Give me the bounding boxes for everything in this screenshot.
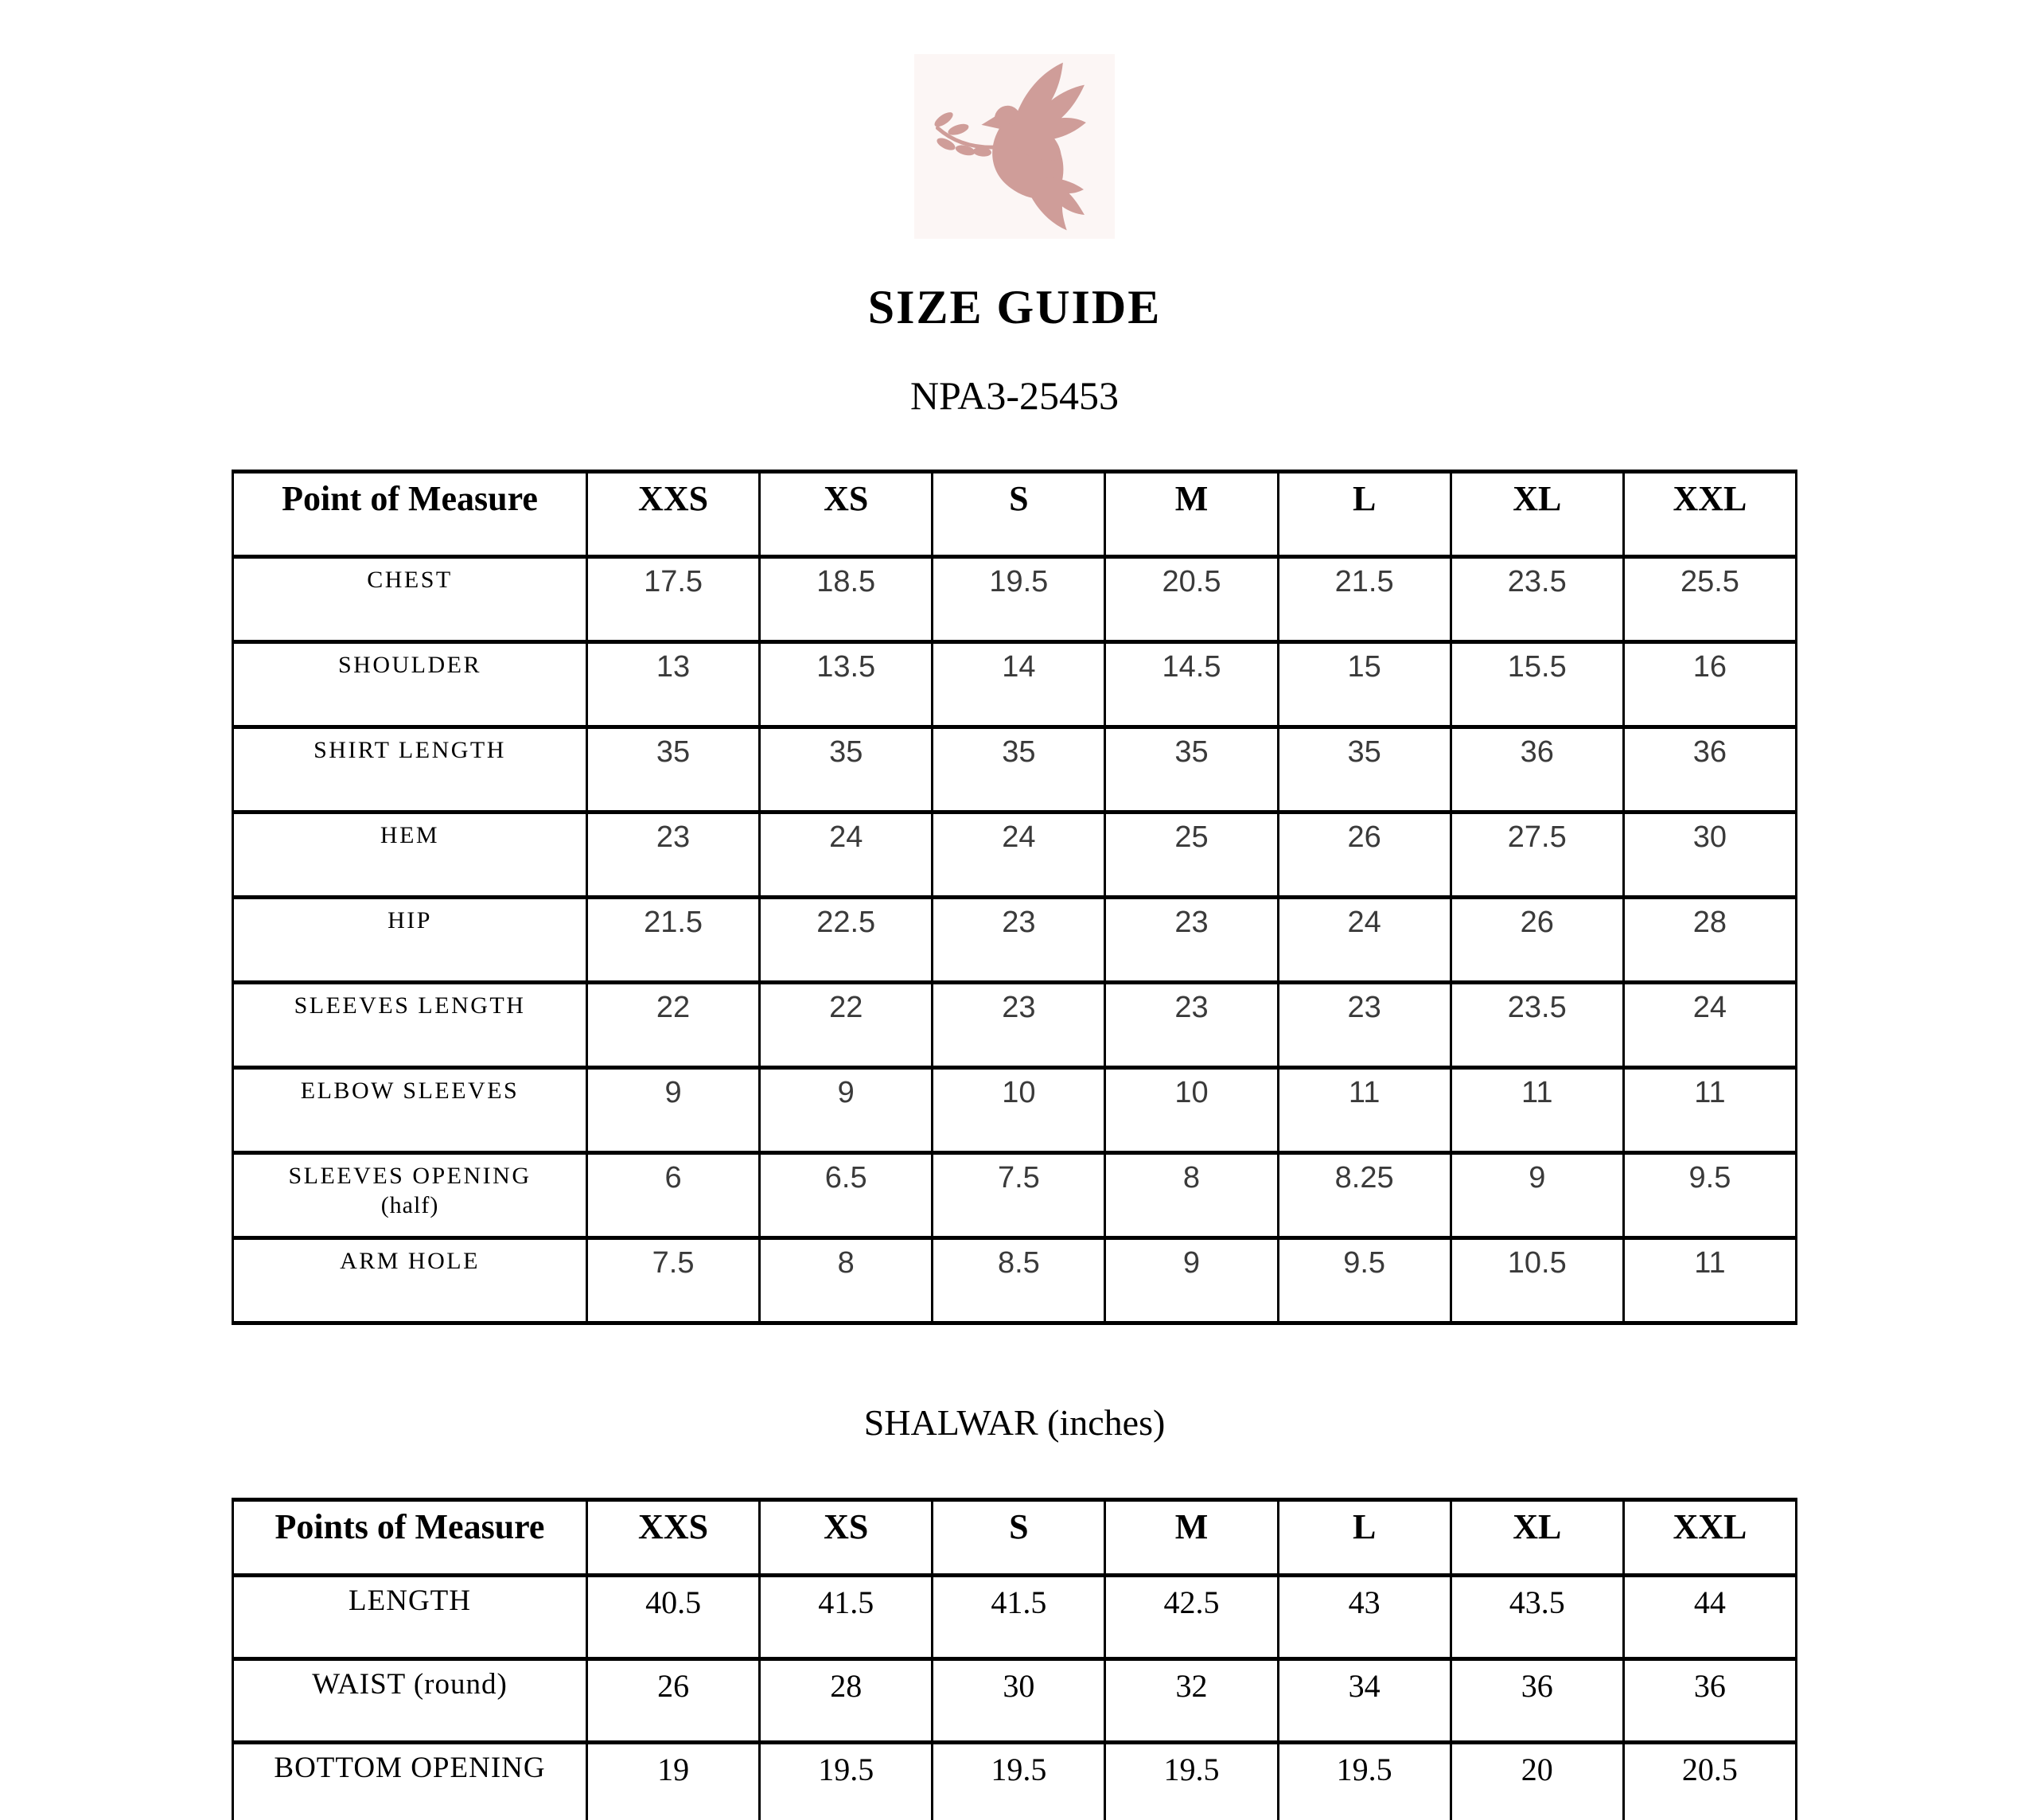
measure-value: 27.5 <box>1451 812 1623 897</box>
measure-value: 21.5 <box>587 897 760 982</box>
table-row <box>233 812 1797 897</box>
measure-value: 24 <box>1623 982 1796 1067</box>
size-column-header: XXS <box>587 471 760 556</box>
shalwar-measurements-table <box>232 1498 1797 1820</box>
measure-value: 23.5 <box>1451 556 1623 641</box>
measure-value: 22 <box>760 982 933 1067</box>
measure-column-header: Points of Measure <box>233 1499 587 1575</box>
measure-value: 24 <box>760 812 933 897</box>
measure-value: 9.5 <box>1278 1237 1451 1323</box>
measure-value: 10.5 <box>1451 1237 1623 1323</box>
shirt-measurements-table <box>232 470 1797 1325</box>
measure-value: 42.5 <box>1105 1575 1278 1658</box>
brand-logo <box>914 54 1115 239</box>
measure-value: 23 <box>933 982 1105 1067</box>
measure-value: 14.5 <box>1105 641 1278 727</box>
measure-value: 23 <box>1105 897 1278 982</box>
measure-label: BOTTOM OPENING <box>233 1742 587 1820</box>
measure-value: 11 <box>1278 1067 1451 1152</box>
measure-value: 36 <box>1451 727 1623 812</box>
measure-value: 28 <box>760 1658 933 1742</box>
measure-value: 22 <box>587 982 760 1067</box>
measure-value: 41.5 <box>760 1575 933 1658</box>
measure-value: 24 <box>1278 897 1451 982</box>
measure-value: 17.5 <box>587 556 760 641</box>
measure-value: 32 <box>1105 1658 1278 1742</box>
measure-value: 35 <box>1278 727 1451 812</box>
measure-value: 6.5 <box>760 1152 933 1237</box>
size-column-header: L <box>1278 471 1451 556</box>
table-row <box>233 641 1797 727</box>
table-row <box>233 982 1797 1067</box>
measure-value: 10 <box>1105 1067 1278 1152</box>
table-row <box>233 897 1797 982</box>
measure-value: 36 <box>1623 1658 1796 1742</box>
measure-value: 9 <box>1451 1152 1623 1237</box>
measure-value: 6 <box>587 1152 760 1237</box>
product-code: NPA3-25453 <box>909 373 1120 418</box>
size-column-header: M <box>1105 471 1278 556</box>
measure-value: 13 <box>587 641 760 727</box>
measure-value: 30 <box>1623 812 1796 897</box>
measure-value: 43 <box>1278 1575 1451 1658</box>
measure-value: 14 <box>933 641 1105 727</box>
measure-value: 25.5 <box>1623 556 1796 641</box>
measure-label: HEM <box>233 812 587 897</box>
measure-label: SHOULDER <box>233 641 587 727</box>
measure-value: 30 <box>933 1658 1105 1742</box>
measure-value: 26 <box>587 1658 760 1742</box>
measure-value: 20.5 <box>1105 556 1278 641</box>
measure-value: 19.5 <box>760 1742 933 1820</box>
measure-label: LENGTH <box>233 1575 587 1658</box>
table-row <box>233 727 1797 812</box>
measure-label: SLEEVES LENGTH <box>233 982 587 1067</box>
measure-value: 19 <box>587 1742 760 1820</box>
measure-value: 8 <box>1105 1152 1278 1237</box>
measure-label: ELBOW SLEEVES <box>233 1067 587 1152</box>
measure-value: 26 <box>1278 812 1451 897</box>
measure-value: 7.5 <box>933 1152 1105 1237</box>
measure-value: 41.5 <box>933 1575 1105 1658</box>
measure-value: 35 <box>933 727 1105 812</box>
measure-value: 11 <box>1451 1067 1623 1152</box>
measure-value: 19.5 <box>1278 1742 1451 1820</box>
measure-value: 10 <box>933 1067 1105 1152</box>
measure-value: 19.5 <box>933 556 1105 641</box>
size-column-header: S <box>933 1499 1105 1575</box>
dove-icon <box>914 54 1115 239</box>
size-column-header: M <box>1105 1499 1278 1575</box>
size-column-header: S <box>933 471 1105 556</box>
size-column-header: XL <box>1451 471 1623 556</box>
measure-value: 23 <box>933 897 1105 982</box>
size-column-header: XS <box>760 471 933 556</box>
size-column-header: XXL <box>1623 471 1796 556</box>
measure-value: 19.5 <box>933 1742 1105 1820</box>
header-row <box>233 471 1797 556</box>
measure-value: 11 <box>1623 1237 1796 1323</box>
measure-value: 9 <box>760 1067 933 1152</box>
measure-value: 21.5 <box>1278 556 1451 641</box>
measure-value: 15 <box>1278 641 1451 727</box>
measure-value: 43.5 <box>1451 1575 1623 1658</box>
measure-value: 9.5 <box>1623 1152 1796 1237</box>
measure-value: 23.5 <box>1451 982 1623 1067</box>
measure-value: 23 <box>587 812 760 897</box>
measure-value: 23 <box>1278 982 1451 1067</box>
size-column-header: L <box>1278 1499 1451 1575</box>
measure-label: SLEEVES OPENING (half) <box>233 1152 587 1237</box>
measure-value: 20 <box>1451 1742 1623 1820</box>
measure-value: 8 <box>760 1237 933 1323</box>
page-title: SIZE GUIDE <box>867 281 1162 333</box>
table-row <box>233 1742 1797 1820</box>
measure-value: 15.5 <box>1451 641 1623 727</box>
measure-value: 26 <box>1451 897 1623 982</box>
measure-label: WAIST (round) <box>233 1658 587 1742</box>
measure-value: 9 <box>587 1067 760 1152</box>
measure-value: 36 <box>1623 727 1796 812</box>
measure-value: 18.5 <box>760 556 933 641</box>
measure-value: 44 <box>1623 1575 1796 1658</box>
measure-sublabel: (half) <box>380 1192 439 1218</box>
measure-value: 8.5 <box>933 1237 1105 1323</box>
size-column-header: XS <box>760 1499 933 1575</box>
table-row <box>233 1067 1797 1152</box>
measure-value: 22.5 <box>760 897 933 982</box>
measure-value: 20.5 <box>1623 1742 1796 1820</box>
measure-label: HIP <box>233 897 587 982</box>
measure-value: 9 <box>1105 1237 1278 1323</box>
measure-value: 23 <box>1105 982 1278 1067</box>
measure-value: 25 <box>1105 812 1278 897</box>
measure-value: 34 <box>1278 1658 1451 1742</box>
measure-value: 24 <box>933 812 1105 897</box>
measure-label: SHIRT LENGTH <box>233 727 587 812</box>
measure-value: 13.5 <box>760 641 933 727</box>
measure-value: 16 <box>1623 641 1796 727</box>
measure-label: ARM HOLE <box>233 1237 587 1323</box>
table-row <box>233 1658 1797 1742</box>
measure-value: 35 <box>1105 727 1278 812</box>
header-row <box>233 1499 1797 1575</box>
measure-value: 35 <box>760 727 933 812</box>
measure-value: 36 <box>1451 1658 1623 1742</box>
measure-value: 28 <box>1623 897 1796 982</box>
table-row <box>233 1237 1797 1323</box>
table-row <box>233 1575 1797 1658</box>
measure-label: CHEST <box>233 556 587 641</box>
measure-column-header: Point of Measure <box>233 471 587 556</box>
measure-value: 35 <box>587 727 760 812</box>
size-column-header: XL <box>1451 1499 1623 1575</box>
measure-value: 19.5 <box>1105 1742 1278 1820</box>
measure-value: 7.5 <box>587 1237 760 1323</box>
measure-value: 11 <box>1623 1067 1796 1152</box>
size-column-header: XXS <box>587 1499 760 1575</box>
size-column-header: XXL <box>1623 1499 1796 1575</box>
measure-value: 8.25 <box>1278 1152 1451 1237</box>
table-row <box>233 1152 1797 1237</box>
measure-value: 40.5 <box>587 1575 760 1658</box>
shalwar-heading: SHALWAR (inches) <box>863 1401 1166 1443</box>
table-row <box>233 556 1797 641</box>
